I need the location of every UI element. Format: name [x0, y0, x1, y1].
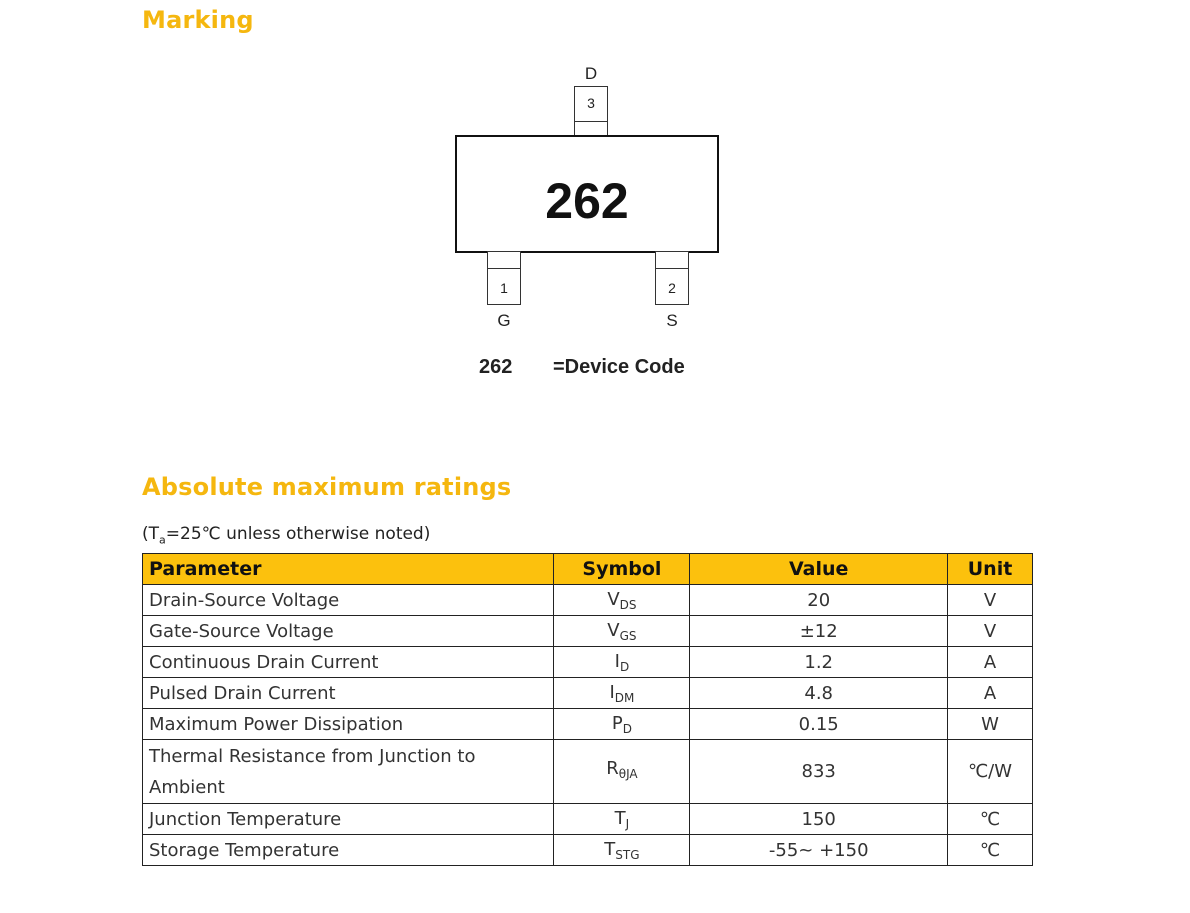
ratings-heading: Absolute maximum ratings [142, 473, 512, 501]
table-row [143, 835, 1033, 866]
table-row [143, 616, 1033, 647]
row-symbol: $I_{DM}$ [554, 678, 690, 709]
row-unit: A [948, 647, 1033, 678]
pin-2-letter: S [666, 311, 678, 330]
legend-code: 262 [479, 356, 513, 378]
pin-1-letter: G [497, 311, 511, 330]
row-value: 20 [690, 585, 948, 616]
row-parameter-line2: Ambient [149, 776, 225, 798]
row-unit: ℃ [948, 835, 1033, 866]
row-parameter: Storage Temperature [143, 835, 554, 866]
table-header-row [143, 554, 1033, 585]
pin-3 [574, 86, 608, 137]
header-symbol: Symbol [554, 554, 690, 585]
pin-1 [487, 251, 521, 305]
device-code-marking: 262 [545, 173, 629, 229]
table-row [143, 585, 1033, 616]
row-symbol: $V_{GS}$ [554, 616, 690, 647]
pin-1-number: 1 [500, 280, 508, 296]
header-unit: Unit [948, 554, 1033, 585]
row-value: 833 [690, 740, 948, 804]
row-parameter: Junction Temperature [143, 804, 554, 835]
row-unit: ℃ [948, 804, 1033, 835]
conditions-note [142, 524, 430, 546]
condition-sub: a [159, 533, 166, 547]
row-symbol: $P_D$ [554, 709, 690, 740]
marking-heading: Marking [142, 6, 254, 34]
table-row [143, 678, 1033, 709]
table-row [143, 647, 1033, 678]
header-parameter: Parameter [143, 554, 554, 585]
row-symbol: $I_D$ [554, 647, 690, 678]
row-unit: ℃/W [948, 740, 1033, 804]
pin-1-band [488, 268, 520, 269]
table-row [143, 709, 1033, 740]
row-parameter: Drain-Source Voltage [143, 585, 554, 616]
row-symbol: $T_{STG}$ [554, 835, 690, 866]
row-parameter: Continuous Drain Current [143, 647, 554, 678]
row-parameter: Maximum Power Dissipation [143, 709, 554, 740]
row-unit: V [948, 585, 1033, 616]
pin-2 [655, 251, 689, 305]
row-parameter: Pulsed Drain Current [143, 678, 554, 709]
row-value: -55~ +150 [690, 835, 948, 866]
legend-text: =Device Code [553, 356, 685, 378]
pin-2-band [656, 268, 688, 269]
row-parameter: Gate-Source Voltage [143, 616, 554, 647]
row-parameter [143, 740, 554, 804]
condition-prefix: (T [142, 524, 160, 544]
row-value: 4.8 [690, 678, 948, 709]
table-row [143, 804, 1033, 835]
row-value: 0.15 [690, 709, 948, 740]
row-symbol: $T_J$ [554, 804, 690, 835]
package-body [455, 135, 719, 253]
row-symbol: $R_{\theta JA}$ [554, 740, 690, 804]
row-value: ±12 [690, 616, 948, 647]
pin-3-letter: D [584, 64, 598, 83]
header-value: Value [690, 554, 948, 585]
row-parameter-line1: Thermal Resistance from Junction to [149, 745, 476, 767]
row-unit: A [948, 678, 1033, 709]
row-unit: W [948, 709, 1033, 740]
pin-3-number: 3 [587, 95, 595, 111]
row-value: 1.2 [690, 647, 948, 678]
ratings-table [142, 553, 1033, 866]
table-row [143, 740, 1033, 804]
row-value: 150 [690, 804, 948, 835]
condition-suffix: =25℃ unless otherwise noted) [165, 524, 431, 544]
row-symbol: $V_{DS}$ [554, 585, 690, 616]
row-unit: V [948, 616, 1033, 647]
pin-3-band [575, 121, 607, 122]
pin-2-number: 2 [668, 280, 676, 296]
